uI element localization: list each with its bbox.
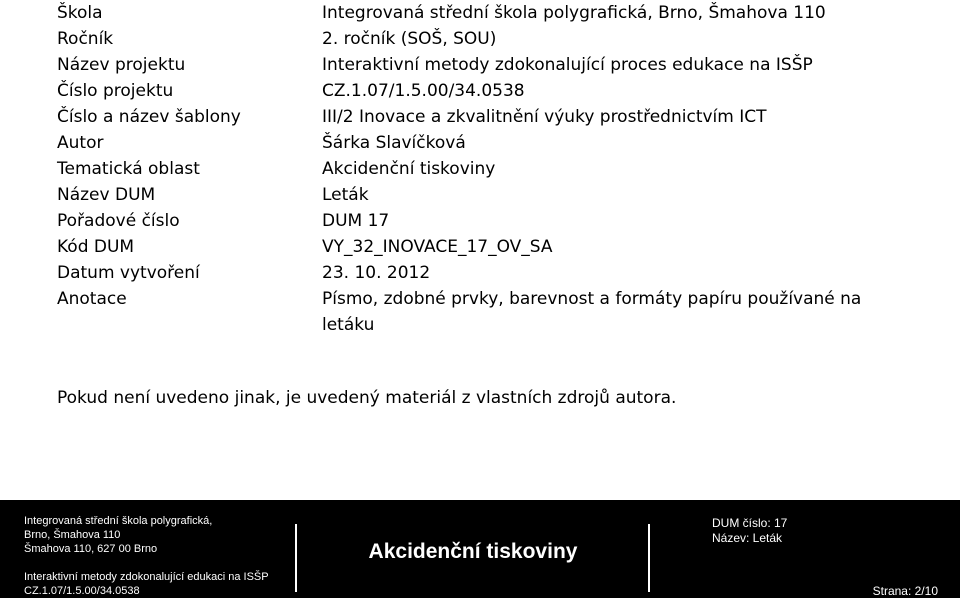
row-value: Integrovaná střední škola polygrafická, Brno, Šmahova 110 bbox=[322, 3, 826, 23]
row-value: Písmo, zdobné prvky, barevnost a formáty papíru používané na letáku bbox=[322, 289, 862, 335]
row-value: 23. 10. 2012 bbox=[322, 263, 431, 283]
row-anotace bbox=[57, 286, 937, 338]
row-label: Autor bbox=[57, 133, 104, 153]
row-value: 2. ročník (SOŠ, SOU) bbox=[322, 29, 497, 49]
row-value: DUM 17 bbox=[322, 211, 390, 231]
row-label: Číslo a název šablony bbox=[57, 107, 241, 127]
row-value: Interaktivní metody zdokonalující proces edukace na ISŠP bbox=[322, 55, 813, 75]
row-label: Anotace bbox=[57, 289, 127, 309]
row-label: Ročník bbox=[57, 29, 114, 49]
footer-addr-line: Brno, Šmahova 110 bbox=[24, 529, 121, 541]
footer-dum-info bbox=[712, 516, 787, 546]
footer-topic-title: Akcidenční tiskoviny bbox=[368, 540, 578, 563]
row-value: Šárka Slavíčková bbox=[322, 133, 466, 153]
footer-addr-line: Šmahova 110, 627 00 Brno bbox=[24, 543, 158, 555]
row-label: Pořadové číslo bbox=[57, 211, 180, 231]
footer-dum-number: DUM číslo: 17 bbox=[712, 516, 788, 530]
row-rocnik bbox=[57, 26, 937, 52]
row-label: Škola bbox=[57, 3, 103, 23]
row-kod-dum bbox=[57, 234, 937, 260]
row-label: Kód DUM bbox=[57, 237, 135, 257]
footer-project-name: Interaktivní metody zdokonalující edukaci na ISŠP bbox=[24, 571, 269, 583]
row-value: Leták bbox=[322, 185, 369, 205]
footer-divider-left bbox=[295, 524, 297, 592]
footer-page-number: Strana: 2/10 bbox=[872, 584, 938, 598]
row-label: Datum vytvoření bbox=[57, 263, 200, 283]
footer-divider-right bbox=[648, 524, 650, 592]
footer-bar bbox=[0, 500, 960, 598]
footer-project-number: CZ.1.07/1.5.00/34.0538 bbox=[24, 585, 140, 597]
row-skola bbox=[57, 0, 937, 26]
row-datum-vytvoreni bbox=[57, 260, 937, 286]
row-value: Akcidenční tiskoviny bbox=[322, 159, 496, 179]
row-cislo-projektu bbox=[57, 78, 937, 104]
info-table bbox=[57, 0, 937, 338]
footer-addr-line: Integrovaná střední škola polygrafická, bbox=[24, 515, 213, 527]
row-label: Tematická oblast bbox=[57, 159, 200, 179]
row-value: VY_32_INOVACE_17_OV_SA bbox=[322, 237, 553, 257]
row-value: III/2 Inovace a zkvalitnění výuky prostřednictvím ICT bbox=[322, 107, 767, 127]
row-autor bbox=[57, 130, 937, 156]
row-poradove-cislo bbox=[57, 208, 937, 234]
row-label: Název projektu bbox=[57, 55, 186, 75]
source-note: Pokud není uvedeno jinak, je uvedený materiál z vlastních zdrojů autora. bbox=[57, 388, 677, 408]
row-nazev-projektu bbox=[57, 52, 937, 78]
row-label: Název DUM bbox=[57, 185, 156, 205]
footer-project-info bbox=[24, 570, 269, 598]
footer-school-address bbox=[24, 514, 212, 556]
row-sablona bbox=[57, 104, 937, 130]
footer-dum-name: Název: Leták bbox=[712, 531, 783, 545]
row-tematicka-oblast bbox=[57, 156, 937, 182]
row-value: CZ.1.07/1.5.00/34.0538 bbox=[322, 81, 525, 101]
row-label: Číslo projektu bbox=[57, 81, 174, 101]
row-nazev-dum bbox=[57, 182, 937, 208]
